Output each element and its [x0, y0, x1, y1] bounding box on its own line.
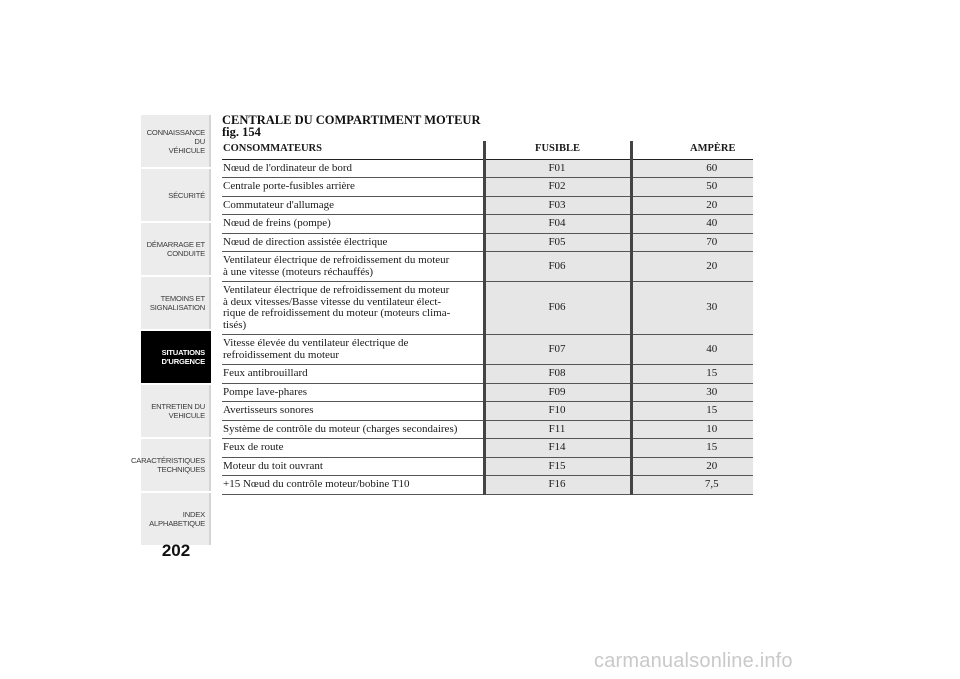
cell-consumer: +15 Nœud du contrôle moteur/bobine T10: [222, 476, 484, 495]
cell-consumer: Commutateur d'allumage: [222, 196, 484, 215]
cell-amp: 50: [631, 178, 753, 197]
figure-reference: fig. 154: [222, 125, 261, 139]
cell-fuse: F05: [484, 233, 631, 252]
header-consommateurs: CONSOMMATEURS: [222, 141, 484, 159]
tab-temoins-et-signalisation[interactable]: TEMOINS ET SIGNALISATION: [141, 277, 211, 329]
cell-consumer: Feux antibrouillard: [222, 365, 484, 384]
cell-fuse: F16: [484, 476, 631, 495]
cell-amp: 7,5: [631, 476, 753, 495]
header-fusible: FUSIBLE: [484, 141, 631, 159]
cell-amp: 20: [631, 196, 753, 215]
cell-consumer: Système de contrôle du moteur (charges secondaires): [222, 420, 484, 439]
table-row: [222, 252, 753, 282]
table-row: [222, 178, 753, 197]
table-row: [222, 215, 753, 234]
table-row: [222, 196, 753, 215]
table-row: [222, 383, 753, 402]
cell-amp: 20: [631, 457, 753, 476]
cell-fuse: F06: [484, 252, 631, 282]
cell-consumer: Pompe lave-phares: [222, 383, 484, 402]
cell-amp: 20: [631, 252, 753, 282]
cell-consumer: Ventilateur électrique de refroidissement du moteur à deux vitesses/Basse vitesse du ventilateur élect- rique de refroidissement du moteur (moteurs clima- tisés): [222, 282, 484, 335]
table-row: [222, 365, 753, 384]
table-row: [222, 159, 753, 178]
cell-consumer: Feux de route: [222, 439, 484, 458]
cell-consumer: Avertisseurs sonores: [222, 402, 484, 421]
table-row: [222, 335, 753, 365]
cell-fuse: F10: [484, 402, 631, 421]
tab-situations-d-urgence[interactable]: SITUATIONS D'URGENCE: [141, 331, 211, 383]
cell-consumer: Vitesse élevée du ventilateur électrique de refroidissement du moteur: [222, 335, 484, 365]
table-row: [222, 439, 753, 458]
tab-demarrage-et-conduite[interactable]: DÉMARRAGE ET CONDUITE: [141, 223, 211, 275]
cell-consumer: Nœud de freins (pompe): [222, 215, 484, 234]
cell-fuse: F07: [484, 335, 631, 365]
table-row: [222, 402, 753, 421]
cell-fuse: F06: [484, 282, 631, 335]
tab-index-alphabetique[interactable]: INDEX ALPHABETIQUE: [141, 493, 211, 545]
table-row: [222, 457, 753, 476]
cell-amp: 10: [631, 420, 753, 439]
cell-fuse: F08: [484, 365, 631, 384]
cell-amp: 40: [631, 215, 753, 234]
cell-amp: 60: [631, 159, 753, 178]
cell-consumer: Ventilateur électrique de refroidissement du moteur à une vitesse (moteurs réchauffés): [222, 252, 484, 282]
tab-entretien-du-vehicule[interactable]: ENTRETIEN DU VEHICULE: [141, 385, 211, 437]
header-ampere: AMPÈRE: [631, 141, 753, 159]
cell-fuse: F15: [484, 457, 631, 476]
table-row: [222, 476, 753, 495]
section-title-line1: CENTRALE DU COMPARTIMENT MOTEUR: [222, 113, 481, 127]
table-row: [222, 233, 753, 252]
tab-securite[interactable]: SÉCURITÉ: [141, 169, 211, 221]
table-row: [222, 282, 753, 335]
cell-amp: 15: [631, 439, 753, 458]
table-header-row: [222, 141, 753, 159]
cell-fuse: F11: [484, 420, 631, 439]
cell-amp: 70: [631, 233, 753, 252]
cell-fuse: F04: [484, 215, 631, 234]
cell-consumer: Nœud de direction assistée électrique: [222, 233, 484, 252]
tab-caracteristiques-techniques[interactable]: CARACTÉRISTIQUES TECHNIQUES: [141, 439, 211, 491]
cell-amp: 30: [631, 383, 753, 402]
cell-fuse: F14: [484, 439, 631, 458]
site-watermark: carmanualsonline.info: [594, 650, 793, 672]
fuse-table: [222, 141, 753, 495]
cell-amp: 30: [631, 282, 753, 335]
cell-amp: 15: [631, 365, 753, 384]
cell-fuse: F02: [484, 178, 631, 197]
cell-amp: 40: [631, 335, 753, 365]
cell-fuse: F01: [484, 159, 631, 178]
table-row: [222, 420, 753, 439]
tab-connaissance-du-vehicule[interactable]: CONNAISSANCE DU VÉHICULE: [141, 115, 211, 167]
cell-consumer: Nœud de l'ordinateur de bord: [222, 159, 484, 178]
page-number: 202: [161, 541, 191, 560]
cell-amp: 15: [631, 402, 753, 421]
cell-fuse: F03: [484, 196, 631, 215]
section-title: [222, 114, 722, 138]
cell-fuse: F09: [484, 383, 631, 402]
cell-consumer: Centrale porte-fusibles arrière: [222, 178, 484, 197]
cell-consumer: Moteur du toit ouvrant: [222, 457, 484, 476]
